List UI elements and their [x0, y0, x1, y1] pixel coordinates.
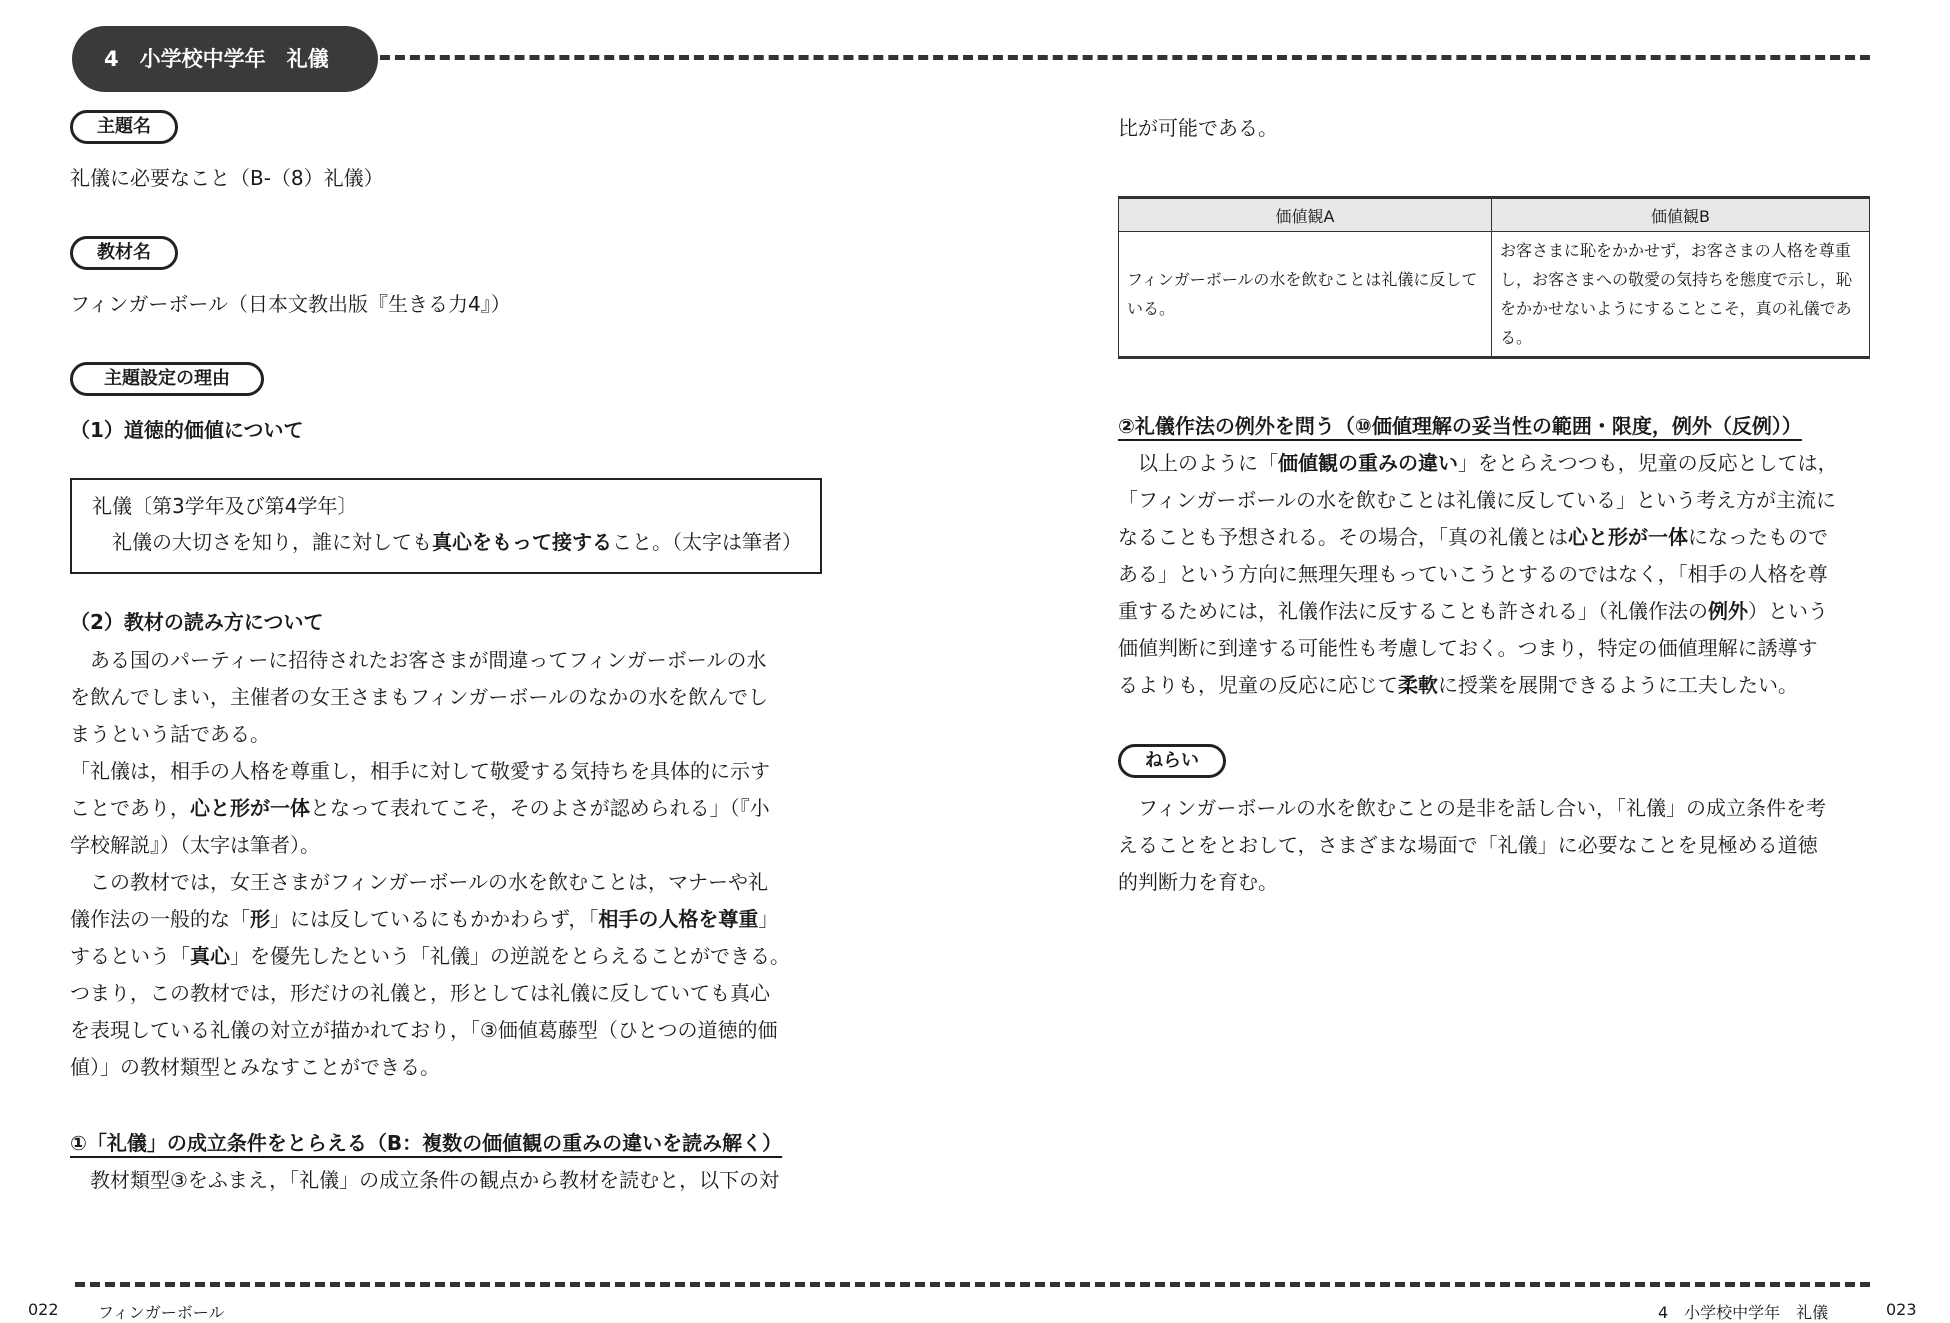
right-line5-bold: 例外 [1708, 599, 1748, 623]
value-comparison-table [1118, 196, 1870, 359]
para2-line1: 「礼儀は，相手の人格を尊重し，相手に対して敬愛する気持ちを具体的に示す [70, 759, 770, 783]
para2-line2-a: ことであり， [70, 796, 190, 820]
box-text-bold: 真心をもって接する [432, 530, 612, 554]
para3-line3-a: するという「 [70, 944, 190, 968]
para3-line6: 値）」の教材類型とみなすことができる。 [70, 1055, 440, 1079]
label-reason: 主題設定の理由 [70, 362, 264, 396]
right-line4: ある」という方向に無理矢理もっていこうとするのではなく，「相手の人格を尊 [1118, 562, 1828, 586]
right-line1 [1118, 445, 1838, 482]
chapter-title: 4 小学校中学年 礼儀 [72, 26, 378, 92]
curriculum-box-title: 礼儀〔第3学年及び第4学年〕 [92, 494, 358, 518]
aim-line3: 的判断力を育む。 [1118, 870, 1278, 894]
right-line3-bold: 心と形が一体 [1568, 525, 1688, 549]
table-row [1119, 232, 1870, 358]
right-line1-a: 以上のように「 [1118, 451, 1278, 475]
right-line5-a: 重するためには，礼儀作法に反することも許される」（礼儀作法の [1118, 599, 1708, 623]
para1-line2: を飲んでしまい，主催者の女王さまもフィンガーボールのなかの水を飲んでし [70, 685, 768, 709]
right-line2: 「フィンガーボールの水を飲むことは礼儀に反している」という考え方が主流に [1118, 488, 1836, 512]
curriculum-box [70, 478, 822, 574]
para3-line3-c: 」を優先したという「礼儀」の逆説をとらえることができる。 [230, 944, 790, 968]
table-header-row [1119, 198, 1870, 232]
para3-line2-bold2: 相手の人格を尊重 [598, 907, 759, 931]
footer-page-left: 022 [28, 1300, 59, 1319]
right-line1-c: 」をとらえつつも，児童の反応としては， [1458, 451, 1838, 475]
table-header-b: 価値観B [1492, 198, 1870, 232]
right-line5-c: ）という [1748, 599, 1828, 623]
theme-name: 礼儀に必要なこと（B-（8）礼儀） [70, 166, 384, 190]
right-line3-a: なることも予想される。その場合，「真の礼儀とは [1118, 525, 1568, 549]
para3-line4: つまり，この教材では，形だけの礼儀と，形としては礼儀に反していても真心 [70, 981, 770, 1005]
box-text-a: 礼儀の大切さを知り，誰に対しても [92, 530, 432, 554]
right-line3 [1118, 519, 1828, 556]
right-line1-bold: 価値観の重みの違い [1278, 451, 1458, 475]
footer-page-right: 023 [1886, 1300, 1917, 1319]
para3-line3 [70, 938, 790, 975]
para2-line3: 学校解説』）（太字は筆者）。 [70, 833, 320, 857]
footer-rule [75, 1282, 1870, 1287]
table-header-a: 価値観A [1119, 198, 1492, 232]
right-line7-a: るよりも，児童の反応に応じて [1118, 673, 1398, 697]
para3-line5: を表現している礼儀の対立が描かれており，「③価値葛藤型（ひとつの道徳的価 [70, 1018, 778, 1042]
para1-line3: まうという話である。 [70, 722, 270, 746]
right-line3-c: になったもので [1688, 525, 1828, 549]
footer-title-left: フィンガーボール [98, 1303, 225, 1322]
curriculum-box-text [92, 524, 802, 561]
para2-line2-c: となって表れてこそ，そのよさが認められる」（『小 [310, 796, 770, 820]
para3-line1: この教材では，女王さまがフィンガーボールの水を飲むことは，マナーや礼 [70, 870, 768, 894]
right-line7 [1118, 667, 1798, 704]
footer-title-right: 4 小学校中学年 礼儀 [1658, 1303, 1829, 1322]
right-line5 [1118, 593, 1828, 630]
para3-line2-a: 儀作法の一般的な「 [70, 907, 250, 931]
para3-line2-e: 」 [758, 907, 779, 931]
section-2-heading: （2）教材の読み方について [70, 610, 324, 634]
para1-line1: ある国のパーティーに招待されたお客さまが間違ってフィンガーボールの水 [70, 648, 767, 672]
aim-line1: フィンガーボールの水を飲むことの是非を話し合い，「礼儀」の成立条件を考 [1118, 796, 1826, 820]
para2-line2-bold: 心と形が一体 [190, 796, 310, 820]
label-material: 教材名 [70, 236, 178, 270]
para3-line3-bold: 真心 [190, 944, 230, 968]
subheading-1: ①「礼儀」の成立条件をとらえる（B：複数の価値観の重みの違いを読み解く） [70, 1131, 783, 1155]
aim-line2: えることをとおして，さまざまな場面で「礼儀」に必要なことを見極める道徳 [1118, 833, 1818, 857]
para2-line2 [70, 790, 770, 827]
right-line7-c: に授業を展開できるように工夫したい。 [1438, 673, 1798, 697]
right-line6: 価値判断に到達する可能性も考慮しておく。つまり，特定の価値理解に誘導す [1118, 636, 1818, 660]
table-cell-a: フィンガーボールの水を飲むことは礼儀に反している。 [1119, 232, 1492, 358]
sub1-line1: 教材類型③をふまえ，「礼儀」の成立条件の観点から教材を読むと，以下の対 [70, 1168, 780, 1192]
section-1-heading: （1）道徳的価値について [70, 418, 304, 442]
subheading-2: ②礼儀作法の例外を問う（⑩価値理解の妥当性の範囲・限度，例外（反例）） [1118, 414, 1802, 438]
label-aim: ねらい [1118, 744, 1226, 778]
right-line7-bold: 柔軟 [1398, 673, 1438, 697]
box-text-c: こと。（太字は筆者） [612, 530, 802, 554]
para3-line2-c: 」には反しているにもかかわらず，「 [270, 907, 599, 931]
label-theme: 主題名 [70, 110, 178, 144]
header-rule [380, 55, 1870, 60]
para3-line2 [70, 901, 778, 938]
para3-line2-bold1: 形 [250, 907, 270, 931]
table-cell-b: お客さまに恥をかかせず，お客さまの人格を尊重し，お客さまへの敬愛の気持ちを態度で示し，恥をかかせないようにすることこそ，真の礼儀である。 [1492, 232, 1870, 358]
continuation-line: 比が可能である。 [1118, 116, 1278, 140]
material-name: フィンガーボール（日本文教出版『生きる力4』） [70, 292, 511, 316]
